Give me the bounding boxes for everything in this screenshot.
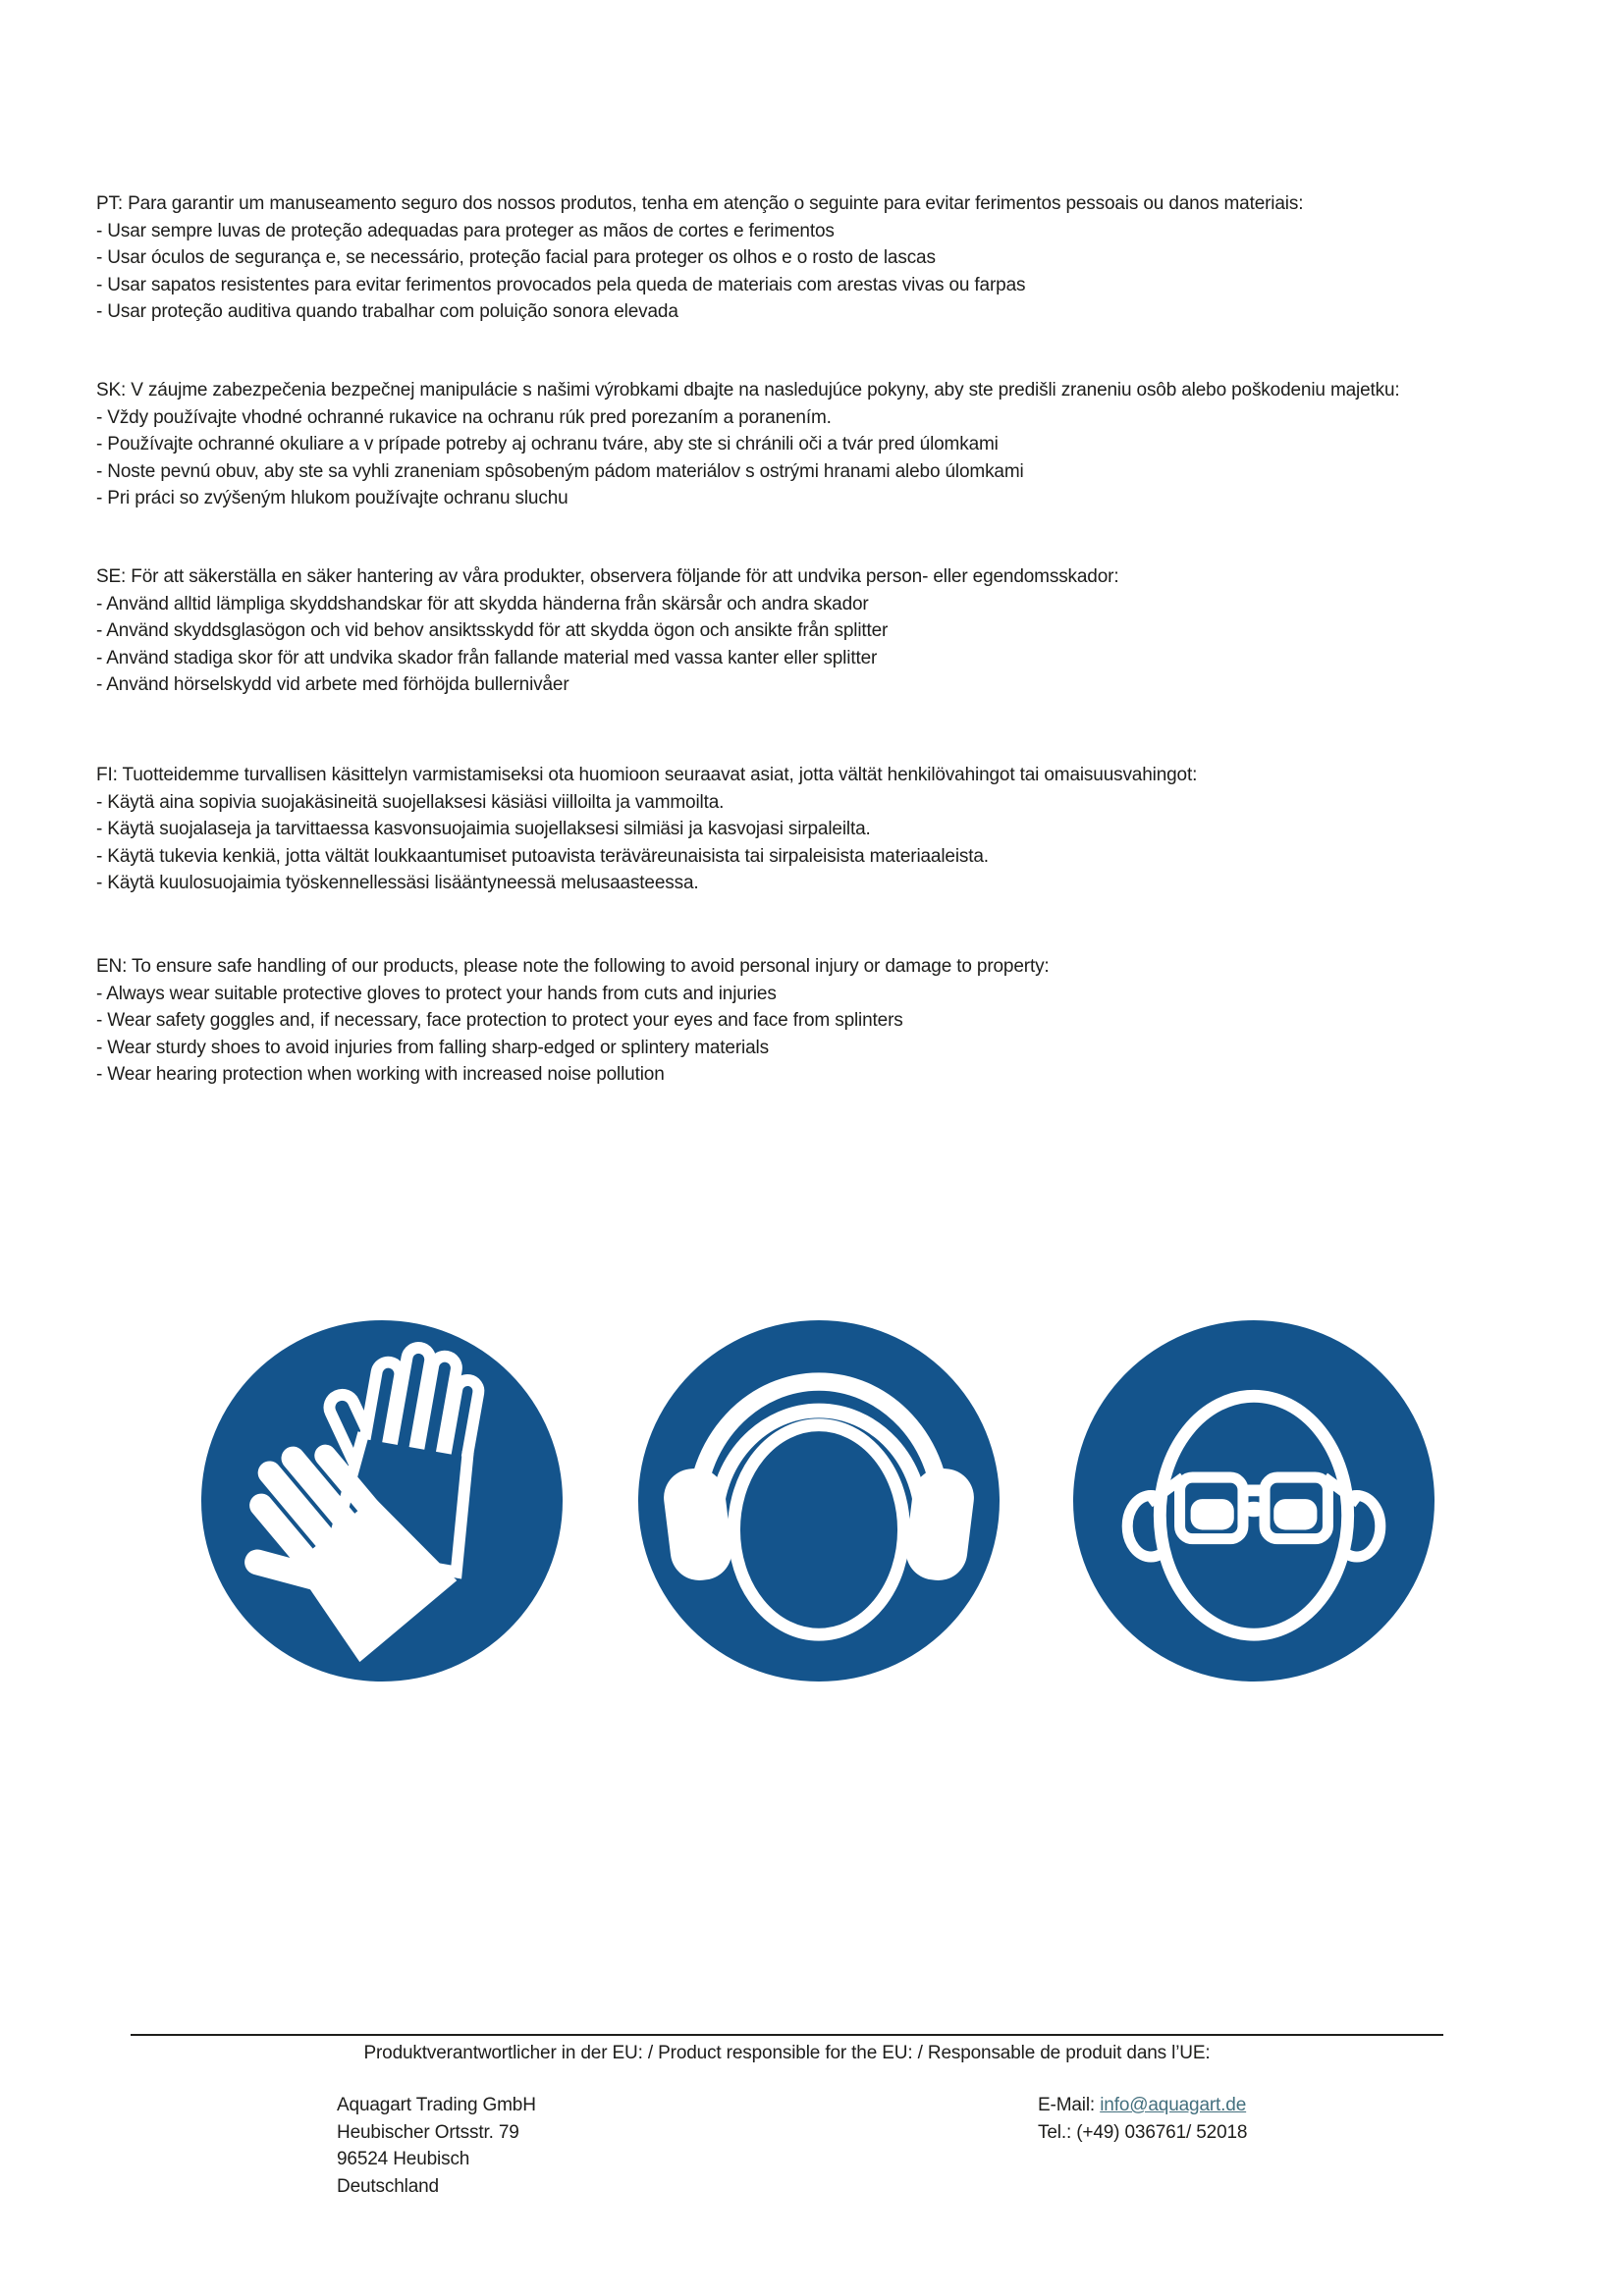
bullet-line: - Använd stadiga skor för att undvika skador från fallande material med vassa kanter eller splitter — [96, 647, 878, 668]
company-address-block — [337, 2092, 536, 2200]
bullet-line: - Använd hörselskydd vid arbete med förhöjda bullernivåer — [96, 674, 569, 696]
company-country: Deutschland — [337, 2175, 439, 2197]
intro-line-fi: FI: Tuotteidemme turvallisen käsittelyn varmistamiseksi ota huomioon seuraavat asiat, jotta vältät henkilövahingot tai omaisuusvahingot: — [96, 765, 1198, 785]
intro-line-en: EN: To ensure safe handling of our products, please note the following to avoid personal injury or damage to property: — [96, 956, 1050, 977]
contact-block — [1038, 2092, 1247, 2146]
bullet-line: - Wear safety goggles and, if necessary, face protection to protect your eyes and face from splinters — [96, 1010, 903, 1032]
lang-block-fi — [96, 762, 1197, 897]
intro-line-sk: SK: V záujme zabezpečenia bezpečnej manipulácie s našimi výrobkami dbajte na nasledujúce pokyny, aby ste predišli zraneniu osôb alebo poškodeniu majetku: — [96, 380, 1400, 400]
bullet-line: - Usar óculos de segurança e, se necessário, proteção facial para proteger os olhos e o rosto de lascas — [96, 247, 936, 269]
bullet-line: - Usar sempre luvas de proteção adequadas para proteger as mãos de cortes e ferimentos — [96, 220, 835, 241]
bullet-line: - Always wear suitable protective gloves to protect your hands from cuts and injuries — [96, 983, 777, 1004]
company-city: 96524 Heubisch — [337, 2149, 470, 2170]
bullet-line: - Använd skyddsglasögon och vid behov ansiktsskydd för att skydda ögon och ansikte från splitter — [96, 620, 889, 642]
bullet-line: - Usar sapatos resistentes para evitar ferimentos provocados pela queda de materiais com arestas vivas ou farpas — [96, 274, 1026, 295]
footer-divider — [131, 2034, 1443, 2036]
bullet-line: - Käytä tukevia kenkiä, jotta vältät loukkaantumiset putoavista teräväreunaisista tai sirpaleisista materiaaleista. — [96, 845, 989, 867]
wear-protective-gloves-icon — [201, 1320, 563, 1682]
lang-block-en — [96, 953, 1050, 1089]
bullet-line: - Usar proteção auditiva quando trabalhar com poluição sonora elevada — [96, 301, 678, 323]
bullet-line: - Käytä kuulosuojaimia työskennellessäsi lisääntyneessä melusaasteessa. — [96, 873, 699, 894]
phone-line: Tel.: (+49) 036761/ 52018 — [1038, 2121, 1248, 2143]
footer-heading: Produktverantwortlicher in der EU: / Product responsible for the EU: / Responsable de produit dans l’UE: — [363, 2043, 1211, 2063]
bullet-line: - Noste pevnú obuv, aby ste sa vyhli zraneniam spôsobeným pádom materiálov s ostrými hranami alebo úlomkami — [96, 460, 1024, 482]
intro-line-se: SE: För att säkerställa en säker hantering av våra produkter, observera följande för att undvika person- eller egendomsskador: — [96, 566, 1119, 587]
intro-line-pt: PT: Para garantir um manuseamento seguro dos nossos produtos, tenha em atenção o seguinte para evitar ferimentos pessoais ou danos materiais: — [96, 193, 1304, 214]
wear-eye-protection-icon — [1073, 1320, 1435, 1682]
company-street: Heubischer Ortsstr. 79 — [337, 2121, 519, 2143]
bullet-line: - Wear hearing protection when working with increased noise pollution — [96, 1064, 665, 1086]
bullet-line: - Pri práci so zvýšeným hlukom používajte ochranu sluchu — [96, 488, 568, 509]
bullet-line: - Vždy používajte vhodné ochranné rukavice na ochranu rúk pred porezaním a poranením. — [96, 406, 832, 428]
email-line — [1038, 2092, 1247, 2119]
lang-block-pt — [96, 190, 1303, 326]
bullet-line: - Käytä suojalaseja ja tarvittaessa kasvonsuojaimia suojellaksesi silmiäsi ja kasvojasi sirpaleilta. — [96, 819, 871, 840]
email-label: E-Mail: — [1038, 2095, 1101, 2115]
bullet-line: - Använd alltid lämpliga skyddshandskar för att skydda händerna från skärsår och andra skador — [96, 593, 869, 614]
wear-ear-protection-icon — [638, 1320, 1000, 1682]
lang-block-sk — [96, 377, 1400, 512]
company-name: Aquagart Trading GmbH — [337, 2095, 536, 2115]
bullet-line: - Wear sturdy shoes to avoid injuries from falling sharp-edged or splintery materials — [96, 1037, 769, 1058]
bullet-line: - Používajte ochranné okuliare a v prípade potreby aj ochranu tváre, aby ste si chránili oči a tvár pred úlomkami — [96, 434, 999, 455]
bullet-line: - Käytä aina sopivia suojakäsineitä suojellaksesi käsiäsi viilloilta ja vammoilta. — [96, 791, 725, 813]
lang-block-se — [96, 563, 1118, 699]
email-link[interactable]: info@aquagart.de — [1100, 2095, 1247, 2115]
